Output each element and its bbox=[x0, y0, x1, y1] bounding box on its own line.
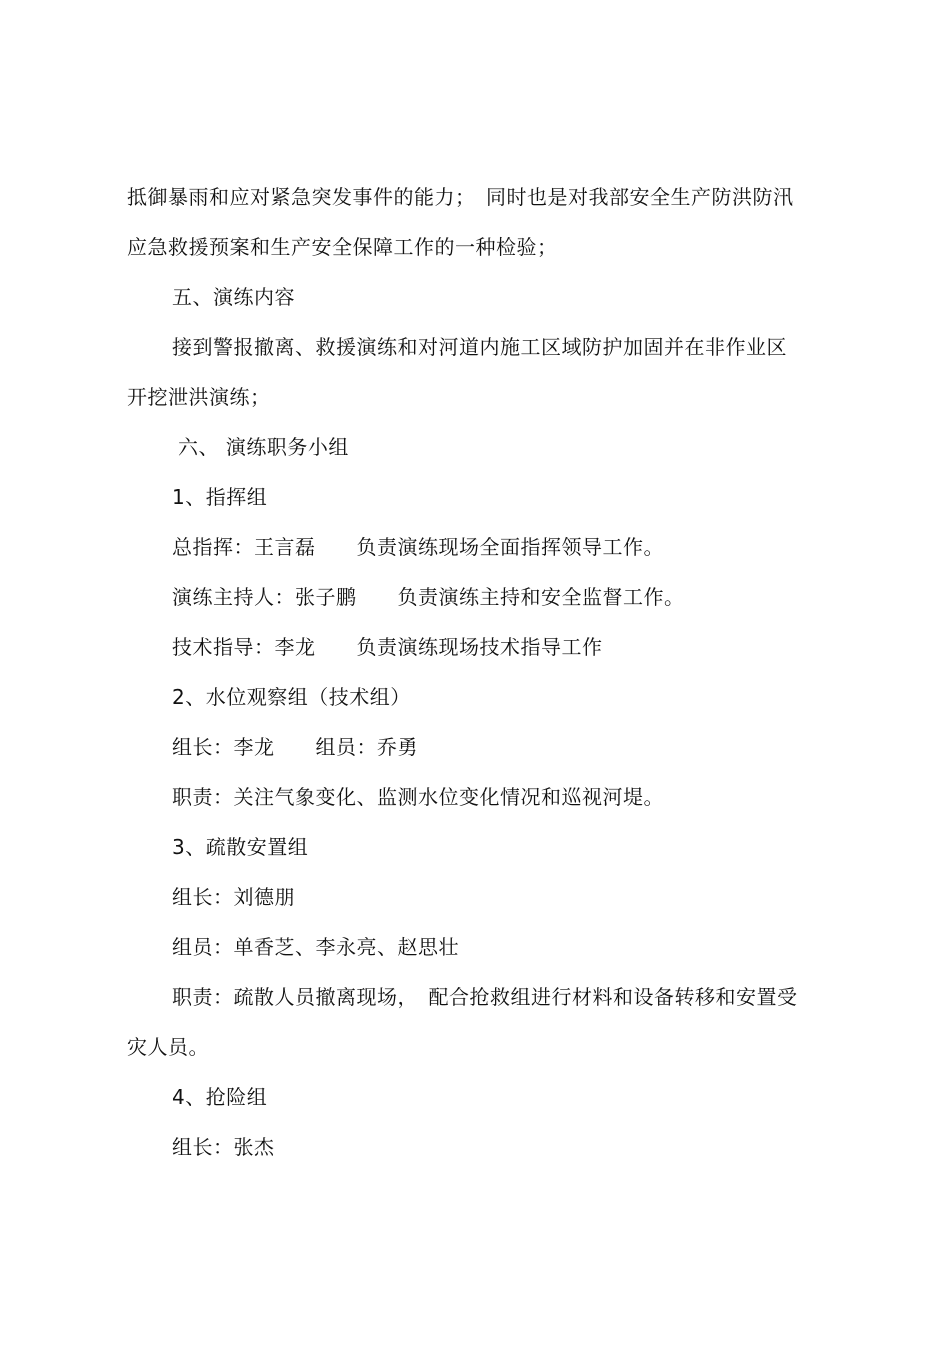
body-text-line: 演练主持人：张子鹏 负责演练主持和安全监督工作。 bbox=[172, 585, 685, 609]
body-text-line: 职责：疏散人员撤离现场， 配合抢救组进行材料和设备转移和安置受 bbox=[172, 985, 798, 1009]
subsection-heading: 2、水位观察组（技术组） bbox=[172, 685, 411, 709]
body-text-line: 技术指导：李龙 负责演练现场技术指导工作 bbox=[172, 635, 603, 659]
section-heading: 五、演练内容 bbox=[172, 285, 295, 309]
body-text-line: 职责：关注气象变化、监测水位变化情况和巡视河堤。 bbox=[172, 785, 664, 809]
body-text-line: 组长：刘德朋 bbox=[172, 885, 295, 909]
subsection-heading: 1、指挥组 bbox=[172, 485, 268, 509]
subsection-heading: 3、疏散安置组 bbox=[172, 835, 309, 859]
body-text-line: 开挖泄洪演练； bbox=[127, 385, 271, 409]
section-heading: 六、 演练职务小组 bbox=[178, 435, 349, 459]
body-text-line: 接到警报撤离、救援演练和对河道内施工区域防护加固并在非作业区 bbox=[172, 335, 787, 359]
body-text-line: 总指挥：王言磊 负责演练现场全面指挥领导工作。 bbox=[172, 535, 664, 559]
body-text-line: 组长：李龙 组员：乔勇 bbox=[172, 735, 418, 759]
body-text-line: 应急救援预案和生产安全保障工作的一种检验； bbox=[127, 235, 558, 259]
body-text-line: 抵御暴雨和应对紧急突发事件的能力； 同时也是对我部安全生产防洪防汛 bbox=[127, 185, 794, 209]
subsection-heading: 4、抢险组 bbox=[172, 1085, 268, 1109]
body-text-line: 灾人员。 bbox=[127, 1035, 209, 1059]
body-text-line: 组长：张杰 bbox=[172, 1135, 275, 1159]
body-text-line: 组员：单香芝、李永亮、赵思壮 bbox=[172, 935, 459, 959]
